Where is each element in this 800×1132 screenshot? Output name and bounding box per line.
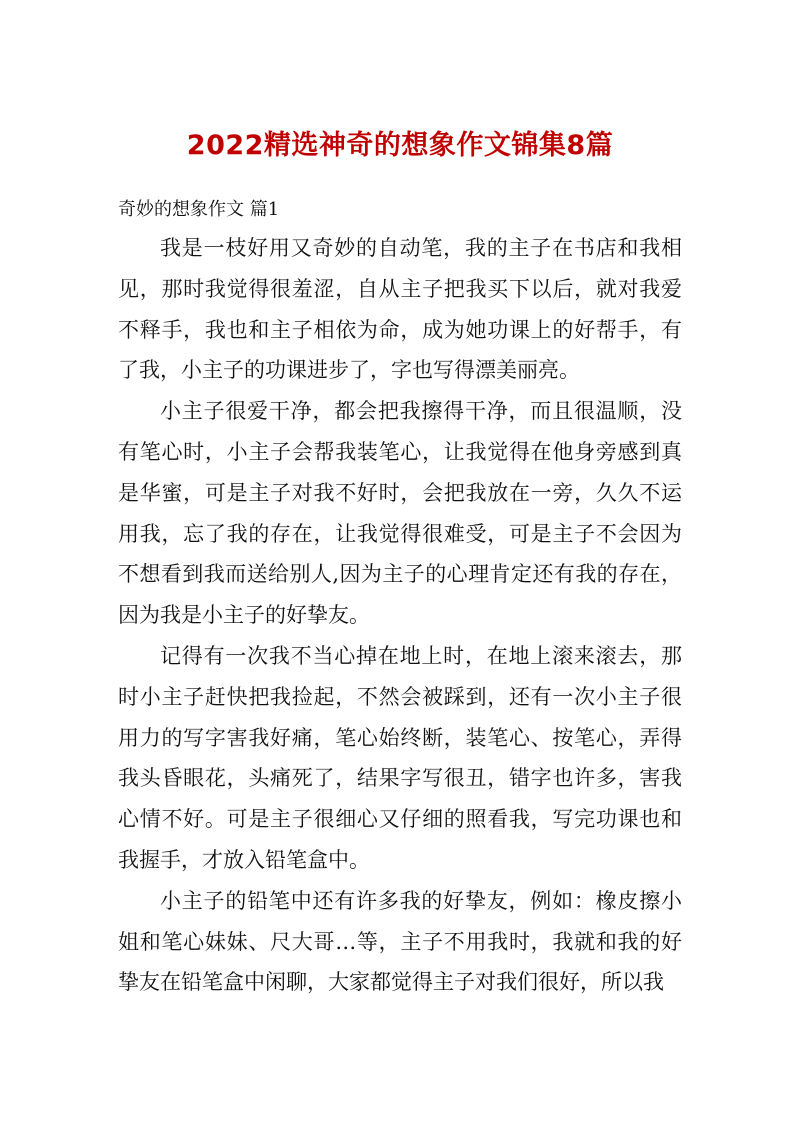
paragraph-4: 小主子的铅笔中还有许多我的好挚友，例如：橡皮擦小姐和笔心妹妹、尺大哥…等，主子不用我时，我就和我的好挚友在铅笔盒中闲聊，大家都觉得主子对我们很好，所以我 xyxy=(118,888,682,995)
document-title: 2022精选神奇的想象作文锦集8篇 xyxy=(186,130,614,161)
paragraph-1: 我是一枝好用又奇妙的自动笔，我的主子在书店和我相见，那时我觉得很羞涩，自从主子把我买下以后，就对我爱不释手，我也和主子相依为命，成为她功课上的好帮手，有了我，小主子的功课进步了，字也写得漂美丽亮。 xyxy=(118,236,682,383)
document-body xyxy=(118,228,682,1003)
paragraph-2: 小主子很爱干净，都会把我擦得干净，而且很温顺，没有笔心时，小主子会帮我装笔心，让我觉得在他身旁感到真是华蜜，可是主子对我不好时，会把我放在一旁，久久不运用我，忘了我的存在，让我觉得很难受，可是主子不会因为不想看到我而送给别人,因为主子的心理肯定还有我的存在，因为我是小主子的好挚友。 xyxy=(118,399,682,628)
paragraph-3: 记得有一次我不当心掉在地上时，在地上滚来滚去，那时小主子赶快把我捡起，不然会被踩到，还有一次小主子很用力的写字害我好痛，笔心始终断，装笔心、按笔心，弄得我头昏眼花，头痛死了，结果字写很丑，错字也许多，害我心情不好。可是主子很细心又仔细的照看我，写完功课也和我握手，才放入铅笔盒中。 xyxy=(118,643,682,872)
section-heading: 奇妙的想象作文 篇1 xyxy=(118,199,280,220)
